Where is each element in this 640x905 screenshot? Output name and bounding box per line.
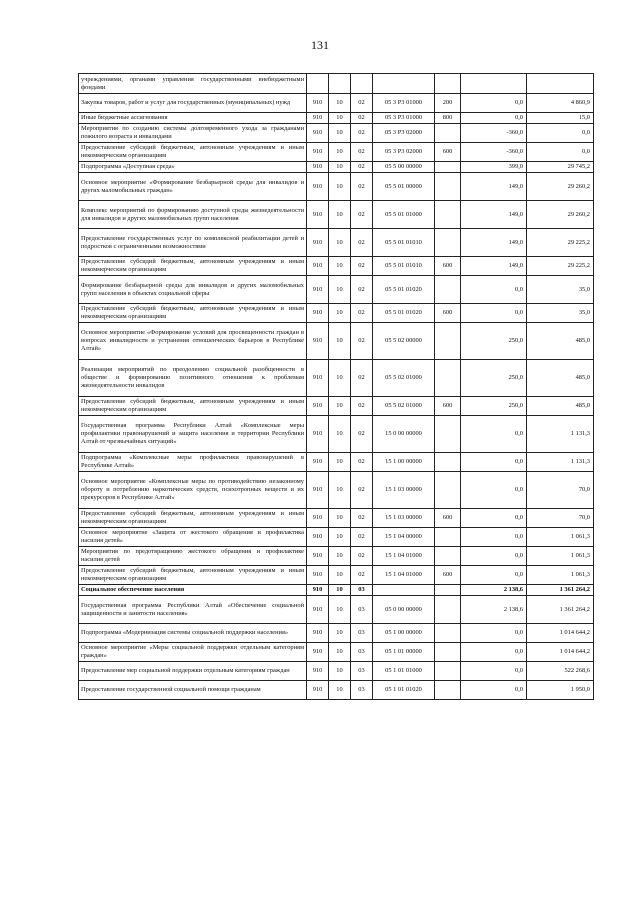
- cell-expense-type: [435, 624, 461, 643]
- budget-table: [78, 73, 594, 700]
- cell-target-item: 05 5 02 01000: [373, 397, 435, 416]
- cell-change-amount: 0,0: [461, 453, 527, 472]
- cell-total-amount: 35,0: [527, 276, 594, 304]
- table-row: [79, 528, 594, 547]
- cell-change-amount: 2 138,6: [461, 596, 527, 624]
- table-row: [79, 662, 594, 681]
- cell-subsection: 03: [351, 585, 373, 596]
- cell-target-item: 05 1 01 00000: [373, 643, 435, 662]
- cell-subsection: 02: [351, 276, 373, 304]
- cell-change-amount: 0,0: [461, 416, 527, 453]
- cell-total-amount: 29 260,2: [527, 173, 594, 201]
- table-row: [79, 453, 594, 472]
- cell-target-item: 05 1 00 00000: [373, 624, 435, 643]
- cell-name: Предоставление субсидий бюджетным, автономным учреждениям и иным некоммерческим организациям: [79, 397, 307, 416]
- cell-section: 10: [329, 547, 351, 566]
- cell-expense-type: [435, 547, 461, 566]
- cell-target-item: 05 5 01 01020: [373, 276, 435, 304]
- cell-change-amount: [461, 74, 527, 94]
- cell-change-amount: -360,0: [461, 124, 527, 143]
- cell-subsection: 02: [351, 124, 373, 143]
- table-row: [79, 624, 594, 643]
- cell-subsection: 02: [351, 143, 373, 162]
- cell-target-item: 15 1 04 00000: [373, 528, 435, 547]
- cell-section: 10: [329, 681, 351, 700]
- cell-target-item: 05 5 01 01010: [373, 257, 435, 276]
- cell-expense-type: 600: [435, 509, 461, 528]
- cell-target-item: 05 3 P3 01000: [373, 94, 435, 113]
- cell-name: Социальное обеспечение населения: [79, 585, 307, 596]
- cell-change-amount: 250,0: [461, 397, 527, 416]
- table-row: [79, 143, 594, 162]
- cell-expense-type: 600: [435, 566, 461, 585]
- cell-grbs: 910: [307, 472, 329, 509]
- cell-subsection: 03: [351, 596, 373, 624]
- cell-target-item: 05 1 01 01000: [373, 662, 435, 681]
- cell-total-amount: 1 131,3: [527, 416, 594, 453]
- cell-name: Предоставление субсидий бюджетным, автономным учреждениям и иным некоммерческим организациям: [79, 143, 307, 162]
- cell-change-amount: 0,0: [461, 276, 527, 304]
- cell-subsection: 02: [351, 509, 373, 528]
- cell-subsection: 02: [351, 566, 373, 585]
- cell-target-item: [373, 585, 435, 596]
- cell-name: Предоставление субсидий бюджетным, автономным учреждениям и иным некоммерческим организациям: [79, 257, 307, 276]
- cell-target-item: 15 1 03 00000: [373, 472, 435, 509]
- cell-grbs: 910: [307, 416, 329, 453]
- cell-change-amount: 250,0: [461, 323, 527, 360]
- cell-subsection: 02: [351, 472, 373, 509]
- cell-section: 10: [329, 94, 351, 113]
- cell-expense-type: [435, 453, 461, 472]
- cell-grbs: 910: [307, 528, 329, 547]
- cell-name: Мероприятия по предотвращению жестокого обращения и профилактике насилия детей: [79, 547, 307, 566]
- cell-grbs: 910: [307, 547, 329, 566]
- cell-section: 10: [329, 397, 351, 416]
- cell-name: Государственная программа Республики Алтай «Обеспечение социальной защищенности и занятости населения»: [79, 596, 307, 624]
- cell-expense-type: [435, 276, 461, 304]
- cell-subsection: 02: [351, 162, 373, 173]
- cell-total-amount: 0,0: [527, 143, 594, 162]
- table-row: [79, 472, 594, 509]
- cell-section: 10: [329, 528, 351, 547]
- cell-total-amount: 1 061,3: [527, 547, 594, 566]
- cell-total-amount: 1 061,3: [527, 528, 594, 547]
- cell-target-item: 05 1 01 01020: [373, 681, 435, 700]
- cell-subsection: 02: [351, 229, 373, 257]
- cell-change-amount: 0,0: [461, 681, 527, 700]
- cell-grbs: 910: [307, 566, 329, 585]
- cell-target-item: 15 1 04 01000: [373, 566, 435, 585]
- cell-section: 10: [329, 643, 351, 662]
- cell-total-amount: 1 361 264,2: [527, 585, 594, 596]
- cell-change-amount: 2 138,6: [461, 585, 527, 596]
- cell-target-item: 05 5 00 00000: [373, 162, 435, 173]
- cell-name: Иные бюджетные ассигнования: [79, 113, 307, 124]
- table-row: [79, 304, 594, 323]
- cell-name: Государственная программа Республики Алтай «Комплексные меры профилактики правонарушений и защита населения и территории Республики Алтай от чрезвычайных ситуаций»: [79, 416, 307, 453]
- cell-change-amount: 149,0: [461, 201, 527, 229]
- cell-section: 10: [329, 113, 351, 124]
- cell-grbs: 910: [307, 585, 329, 596]
- cell-section: 10: [329, 585, 351, 596]
- table-row: [79, 681, 594, 700]
- cell-target-item: 05 3 P3 02000: [373, 124, 435, 143]
- cell-section: 10: [329, 143, 351, 162]
- cell-name: Закупка товаров, работ и услуг для государственных (муниципальных) нужд: [79, 94, 307, 113]
- table-row: [79, 585, 594, 596]
- cell-section: 10: [329, 472, 351, 509]
- cell-subsection: 02: [351, 397, 373, 416]
- cell-expense-type: [435, 528, 461, 547]
- cell-change-amount: 0,0: [461, 547, 527, 566]
- cell-name: Основное мероприятие «Комплексные меры по противодействию незаконному обороту и потреблению наркотических средств, психотропных веществ и их прекурсоров в Республике Алтай»: [79, 472, 307, 509]
- cell-subsection: 02: [351, 304, 373, 323]
- cell-total-amount: 4 860,9: [527, 94, 594, 113]
- cell-target-item: 05 5 01 01000: [373, 201, 435, 229]
- cell-subsection: 02: [351, 453, 373, 472]
- cell-change-amount: 0,0: [461, 113, 527, 124]
- cell-subsection: [351, 74, 373, 94]
- cell-section: 10: [329, 304, 351, 323]
- cell-expense-type: 600: [435, 143, 461, 162]
- cell-total-amount: 29 225,2: [527, 257, 594, 276]
- cell-change-amount: 0,0: [461, 643, 527, 662]
- cell-total-amount: 1 131,3: [527, 453, 594, 472]
- cell-name: Основное мероприятие «Меры социальной поддержки отдельным категориям граждан»: [79, 643, 307, 662]
- cell-grbs: 910: [307, 596, 329, 624]
- cell-total-amount: [527, 74, 594, 94]
- cell-expense-type: [435, 360, 461, 397]
- table-row: [79, 162, 594, 173]
- cell-grbs: 910: [307, 229, 329, 257]
- table-row: [79, 74, 594, 94]
- cell-target-item: 05 5 01 01010: [373, 229, 435, 257]
- cell-grbs: 910: [307, 257, 329, 276]
- cell-grbs: 910: [307, 162, 329, 173]
- cell-expense-type: 200: [435, 94, 461, 113]
- cell-subsection: 02: [351, 528, 373, 547]
- cell-subsection: 03: [351, 662, 373, 681]
- cell-total-amount: 1 014 644,2: [527, 643, 594, 662]
- cell-target-item: 05 3 P3 01000: [373, 113, 435, 124]
- cell-expense-type: 600: [435, 397, 461, 416]
- cell-name: Основное мероприятие «Формирование безбарьерной среды для инвалидов и других маломобильных граждан»: [79, 173, 307, 201]
- cell-grbs: 910: [307, 360, 329, 397]
- cell-section: 10: [329, 509, 351, 528]
- cell-name: Предоставление субсидий бюджетным, автономным учреждениям и иным некоммерческим организациям: [79, 509, 307, 528]
- cell-section: 10: [329, 229, 351, 257]
- cell-section: 10: [329, 624, 351, 643]
- cell-expense-type: [435, 74, 461, 94]
- cell-section: 10: [329, 162, 351, 173]
- cell-subsection: 03: [351, 681, 373, 700]
- cell-name: Подпрограмма «Модернизация системы социальной поддержки населения»: [79, 624, 307, 643]
- cell-change-amount: 149,0: [461, 173, 527, 201]
- cell-grbs: 910: [307, 624, 329, 643]
- cell-expense-type: 800: [435, 113, 461, 124]
- cell-change-amount: 0,0: [461, 304, 527, 323]
- table-row: [79, 173, 594, 201]
- cell-subsection: 02: [351, 113, 373, 124]
- cell-name: Основное мероприятие «Защита от жестокого обращения и профилактика насилия детей»: [79, 528, 307, 547]
- cell-change-amount: 0,0: [461, 509, 527, 528]
- cell-name: учреждениями, органами управления государственными внебюджетными фондами: [79, 74, 307, 94]
- cell-grbs: [307, 74, 329, 94]
- cell-target-item: [373, 74, 435, 94]
- cell-total-amount: 485,0: [527, 360, 594, 397]
- cell-change-amount: 149,0: [461, 229, 527, 257]
- cell-target-item: 15 1 00 00000: [373, 453, 435, 472]
- cell-expense-type: [435, 173, 461, 201]
- table-row: [79, 547, 594, 566]
- cell-total-amount: 0,0: [527, 124, 594, 143]
- cell-expense-type: 600: [435, 257, 461, 276]
- cell-subsection: 02: [351, 257, 373, 276]
- table-row: [79, 596, 594, 624]
- cell-total-amount: 29 745,2: [527, 162, 594, 173]
- cell-name: Предоставление государственной социальной помощи гражданам: [79, 681, 307, 700]
- cell-subsection: 02: [351, 94, 373, 113]
- cell-change-amount: 0,0: [461, 566, 527, 585]
- table-row: [79, 323, 594, 360]
- cell-change-amount: -360,0: [461, 143, 527, 162]
- cell-total-amount: 1 361 264,2: [527, 596, 594, 624]
- cell-expense-type: [435, 585, 461, 596]
- cell-total-amount: 485,0: [527, 323, 594, 360]
- cell-expense-type: [435, 643, 461, 662]
- cell-name: Подпрограмма «Доступная среда»: [79, 162, 307, 173]
- cell-change-amount: 0,0: [461, 528, 527, 547]
- cell-subsection: 03: [351, 643, 373, 662]
- cell-total-amount: 485,0: [527, 397, 594, 416]
- cell-expense-type: 600: [435, 304, 461, 323]
- cell-grbs: 910: [307, 323, 329, 360]
- cell-name: Комплекс мероприятий по формированию доступной среды жизнедеятельности для инвалидов и других маломобильных групп населения: [79, 201, 307, 229]
- cell-change-amount: 250,0: [461, 360, 527, 397]
- cell-target-item: 05 3 P3 02000: [373, 143, 435, 162]
- cell-section: 10: [329, 173, 351, 201]
- table-row: [79, 416, 594, 453]
- cell-change-amount: 0,0: [461, 472, 527, 509]
- cell-target-item: 05 5 02 00000: [373, 323, 435, 360]
- table-row: [79, 360, 594, 397]
- table-row: [79, 124, 594, 143]
- table-row: [79, 229, 594, 257]
- cell-expense-type: [435, 201, 461, 229]
- cell-grbs: 910: [307, 643, 329, 662]
- cell-name: Мероприятия по созданию системы долговременного ухода за гражданами пожилого возраста и инвалидами: [79, 124, 307, 143]
- cell-grbs: 910: [307, 276, 329, 304]
- cell-grbs: 910: [307, 509, 329, 528]
- cell-section: [329, 74, 351, 94]
- cell-subsection: 02: [351, 360, 373, 397]
- cell-total-amount: 522 268,6: [527, 662, 594, 681]
- cell-section: 10: [329, 276, 351, 304]
- cell-grbs: 910: [307, 304, 329, 323]
- cell-total-amount: 29 260,2: [527, 201, 594, 229]
- cell-grbs: 910: [307, 681, 329, 700]
- cell-name: Предоставление государственных услуг по комплексной реабилитации детей и подростков с ограниченными возможностями: [79, 229, 307, 257]
- cell-subsection: 02: [351, 173, 373, 201]
- cell-change-amount: 399,0: [461, 162, 527, 173]
- cell-subsection: 02: [351, 323, 373, 360]
- cell-expense-type: [435, 229, 461, 257]
- cell-grbs: 910: [307, 201, 329, 229]
- cell-expense-type: [435, 681, 461, 700]
- cell-section: 10: [329, 662, 351, 681]
- table-row: [79, 113, 594, 124]
- cell-name: Основное мероприятие «Формирование условий для просвещенности граждан в вопросах инвалидности и устранения отношенческих барьеров в Республике Алтай»: [79, 323, 307, 360]
- cell-subsection: 03: [351, 624, 373, 643]
- cell-change-amount: 149,0: [461, 257, 527, 276]
- cell-grbs: 910: [307, 124, 329, 143]
- cell-target-item: 05 5 02 01000: [373, 360, 435, 397]
- cell-change-amount: 0,0: [461, 624, 527, 643]
- cell-subsection: 02: [351, 416, 373, 453]
- cell-grbs: 910: [307, 662, 329, 681]
- cell-section: 10: [329, 124, 351, 143]
- table-row: [79, 566, 594, 585]
- cell-expense-type: [435, 662, 461, 681]
- cell-total-amount: 1 061,3: [527, 566, 594, 585]
- cell-expense-type: [435, 596, 461, 624]
- cell-total-amount: 35,0: [527, 304, 594, 323]
- cell-grbs: 910: [307, 113, 329, 124]
- table-row: [79, 201, 594, 229]
- cell-name: Предоставление мер социальной поддержки отдельным категориям граждан: [79, 662, 307, 681]
- table-row: [79, 94, 594, 113]
- cell-name: Формирование безбарьерной среды для инвалидов и других маломобильных групп населения в объектах социальной сферы: [79, 276, 307, 304]
- cell-grbs: 910: [307, 143, 329, 162]
- cell-section: 10: [329, 596, 351, 624]
- cell-expense-type: [435, 323, 461, 360]
- cell-expense-type: [435, 472, 461, 509]
- table-body: [79, 74, 594, 700]
- table-row: [79, 643, 594, 662]
- cell-total-amount: 15,0: [527, 113, 594, 124]
- cell-subsection: 02: [351, 201, 373, 229]
- cell-total-amount: 1 950,0: [527, 681, 594, 700]
- cell-grbs: 910: [307, 453, 329, 472]
- cell-subsection: 02: [351, 547, 373, 566]
- cell-total-amount: 70,0: [527, 509, 594, 528]
- cell-grbs: 910: [307, 173, 329, 201]
- cell-target-item: 15 0 00 00000: [373, 416, 435, 453]
- cell-section: 10: [329, 201, 351, 229]
- cell-expense-type: [435, 124, 461, 143]
- cell-grbs: 910: [307, 94, 329, 113]
- table-row: [79, 257, 594, 276]
- cell-total-amount: 29 225,2: [527, 229, 594, 257]
- cell-expense-type: [435, 416, 461, 453]
- cell-grbs: 910: [307, 397, 329, 416]
- cell-target-item: 05 5 01 00000: [373, 173, 435, 201]
- cell-total-amount: 1 014 644,2: [527, 624, 594, 643]
- cell-target-item: 15 1 03 00000: [373, 509, 435, 528]
- cell-section: 10: [329, 323, 351, 360]
- cell-name: Предоставление субсидий бюджетным, автономным учреждениям и иным некоммерческим организациям: [79, 566, 307, 585]
- cell-target-item: 15 1 04 01000: [373, 547, 435, 566]
- page-number: 131: [311, 38, 329, 52]
- cell-target-item: 05 5 01 01020: [373, 304, 435, 323]
- cell-section: 10: [329, 453, 351, 472]
- cell-change-amount: 0,0: [461, 662, 527, 681]
- table-row: [79, 397, 594, 416]
- cell-total-amount: 70,0: [527, 472, 594, 509]
- cell-section: 10: [329, 360, 351, 397]
- cell-section: 10: [329, 566, 351, 585]
- cell-section: 10: [329, 257, 351, 276]
- cell-name: Предоставление субсидий бюджетным, автономным учреждениям и иным некоммерческим организациям: [79, 304, 307, 323]
- cell-expense-type: [435, 162, 461, 173]
- cell-change-amount: 0,0: [461, 94, 527, 113]
- table-row: [79, 276, 594, 304]
- cell-name: Реализация мероприятий по преодолению социальной разобщенности в обществе и формированию позитивного отношения к проблемам жизнедеятельности инвалидов: [79, 360, 307, 397]
- table-row: [79, 509, 594, 528]
- cell-target-item: 05 0 00 00000: [373, 596, 435, 624]
- cell-name: Подпрограмма «Комплексные меры профилактики правонарушений в Республике Алтай»: [79, 453, 307, 472]
- cell-section: 10: [329, 416, 351, 453]
